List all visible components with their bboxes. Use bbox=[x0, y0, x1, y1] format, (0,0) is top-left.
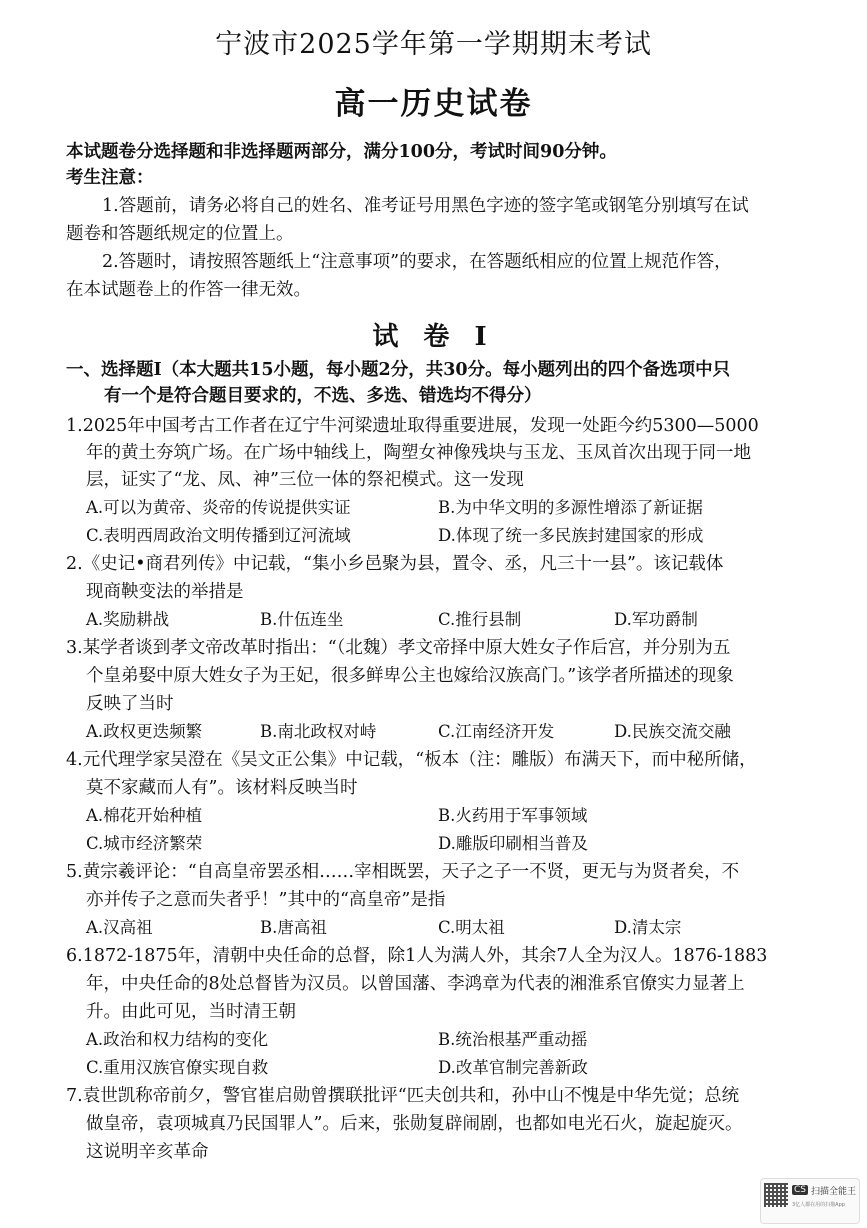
question-stem: 个皇弟娶中原大姓女子为王妃，很多鲜卑公主也嫁给汉族高门。”该学者所描述的现象 bbox=[86, 666, 734, 686]
question-stem: 1.2025年中国考古工作者在辽宁牛河梁遗址取得重要进展，发现一处距今约5300—5000 bbox=[66, 416, 759, 436]
option: C.城市经济繁荣 bbox=[86, 834, 203, 853]
option: C.明太祖 bbox=[438, 918, 505, 937]
option: D.改革官制完善新政 bbox=[438, 1058, 588, 1077]
option: B.唐高祖 bbox=[260, 918, 327, 937]
option: A.政权更迭频繁 bbox=[86, 722, 203, 741]
question-stem: 做皇帝，袁项城真乃民国罪人”。后来，张勋复辟闹剧，也都如电光石火，旋起旋灭。 bbox=[86, 1114, 743, 1134]
option: B.火药用于军事领域 bbox=[438, 806, 588, 825]
question-stem: 层，证实了“龙、凤、神”三位一体的祭祀模式。这一发现 bbox=[86, 470, 524, 490]
question-stem: 亦并传子之意而失者乎！”其中的“高皇帝”是指 bbox=[86, 890, 446, 910]
option: B.为中华文明的多源性增添了新证据 bbox=[438, 498, 703, 517]
option: D.军功爵制 bbox=[614, 610, 698, 629]
option: D.雕版印刷相当普及 bbox=[438, 834, 588, 853]
option: B.南北政权对峙 bbox=[260, 722, 377, 741]
scanner-logo: CS bbox=[794, 1185, 806, 1195]
subject-title: 高一历史试卷 bbox=[334, 86, 533, 122]
notice-heading: 考生注意： bbox=[66, 168, 154, 188]
notice-line: 题卷和答题纸规定的位置上。 bbox=[66, 224, 294, 244]
question-stem: 这说明辛亥革命 bbox=[86, 1142, 209, 1162]
option: D.体现了统一多民族封建国家的形成 bbox=[438, 526, 704, 545]
scanner-watermark bbox=[760, 1178, 860, 1224]
exam-title: 宁波市2025学年第一学期期末考试 bbox=[215, 29, 652, 60]
question-stem: 3.某学者谈到孝文帝改革时指出：“（北魏）孝文帝择中原大姓女子作后宫，并分别为五 bbox=[66, 638, 731, 658]
option: A.可以为黄帝、炎帝的传说提供实证 bbox=[86, 498, 351, 517]
question-stem: 2.《史记•商君列传》中记载，“集小乡邑聚为县，置令、丞，凡三十一县”。该记载体 bbox=[66, 554, 724, 574]
option: C.表明西周政治文明传播到辽河流域 bbox=[86, 526, 351, 545]
question-stem: 年，中央任命的8处总督皆为汉员。以曾国藩、李鸿章为代表的湘淮系官僚实力显著上 bbox=[86, 974, 745, 994]
option: C.江南经济开发 bbox=[438, 722, 555, 741]
question-stem: 莫不家藏而人有”。该材料反映当时 bbox=[86, 778, 358, 798]
question-stem: 反映了当时 bbox=[86, 694, 174, 714]
scanner-brand: 扫描全能王 bbox=[811, 1187, 857, 1197]
question-stem: 5.黄宗羲评论：“自高皇帝罢丞相……宰相既罢，天子之子一不贤，更无与为贤者矣，不 bbox=[66, 862, 740, 882]
option: D.民族交流交融 bbox=[614, 722, 731, 741]
scanner-tagline: 3亿人都在用的扫描App bbox=[792, 1202, 845, 1208]
question-stem: 现商鞅变法的举措是 bbox=[86, 582, 244, 602]
question-stem: 6.1872-1875年，清朝中央任命的总督，除1人为满人外，其余7人全为汉人。1876-1883 bbox=[66, 946, 768, 966]
notice-line: 在本试题卷上的作答一律无效。 bbox=[66, 280, 311, 300]
question-stem: 4.元代理学家吴澄在《吴文正公集》中记载，“板本（注：雕版）布满天下，而中秘所储， bbox=[66, 750, 757, 770]
exam-summary: 本试题卷分选择题和非选择题两部分，满分100分，考试时间90分钟。 bbox=[66, 142, 617, 162]
option: B.统治根基严重动摇 bbox=[438, 1030, 588, 1049]
section-heading: 有一个是符合题目要求的，不选、多选、错选均不得分） bbox=[104, 386, 542, 406]
option: C.推行县制 bbox=[438, 610, 522, 629]
notice-line: 2.答题时，请按照答题纸上“注意事项”的要求，在答题纸相应的位置上规范作答， bbox=[102, 252, 732, 272]
question-stem: 年的黄土夯筑广场。在广场中轴线上，陶塑女神像残块与玉龙、玉凤首次出现于同一地 bbox=[86, 443, 751, 463]
option: A.棉花开始种植 bbox=[86, 806, 203, 825]
option: B.什伍连坐 bbox=[260, 610, 344, 629]
option: A.政治和权力结构的变化 bbox=[86, 1030, 269, 1049]
option: D.清太宗 bbox=[614, 918, 682, 937]
section-title: 试 卷 Ⅰ bbox=[372, 322, 495, 352]
question-stem: 升。由此可见，当时清王朝 bbox=[86, 1002, 296, 1022]
option: A.汉高祖 bbox=[86, 918, 153, 937]
section-heading: 一、选择题Ⅰ（本大题共15小题，每小题2分，共30分。每小题列出的四个备选项中只 bbox=[66, 360, 731, 380]
option: A.奖励耕战 bbox=[86, 610, 170, 629]
notice-line: 1.答题前，请务必将自己的姓名、准考证号用黑色字迹的签字笔或钢笔分别填写在试 bbox=[102, 196, 749, 216]
option: C.重用汉族官僚实现自救 bbox=[86, 1058, 269, 1077]
question-stem: 7.袁世凯称帝前夕，警官崔启勋曾撰联批评“匹夫创共和，孙中山不愧是中华先觉；总统 bbox=[66, 1086, 740, 1106]
qr-code-icon bbox=[764, 1183, 788, 1207]
